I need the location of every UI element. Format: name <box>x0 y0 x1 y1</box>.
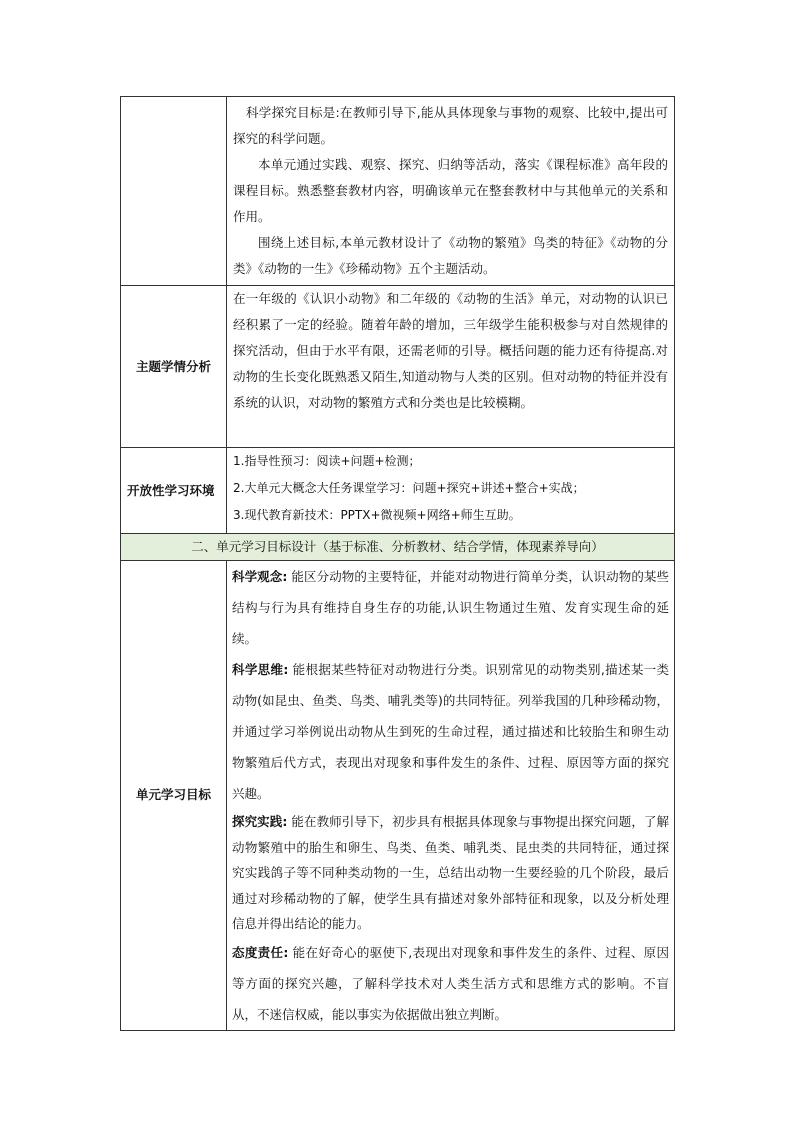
environment-row <box>121 448 675 534</box>
goal-inquiry-practice <box>232 809 669 937</box>
goal-text: 能在好奇心的驱使下,表现出对现象和事件发生的条件、过程、原因等方面的探究兴趣，了解科学技术对人类生活方式和思维方式的影响。不盲从，不迷信权威，能以事实为依据做出独立判断。 <box>232 944 669 1022</box>
inquiry-goal-paragraph: 科学探究目标是:在教师引导下,能从具体现象与事物的观察、比较中,提出可探究的科学问题。 <box>233 105 668 146</box>
theme-activities-paragraph: 围绕上述目标,本单元教材设计了《动物的繁殖》鸟类的特征》《动物的分类》《动物的一生》《珍稀动物》五个主题活动。 <box>233 235 668 276</box>
goals-content-cell <box>227 561 675 1031</box>
situation-content-cell <box>227 286 675 448</box>
environment-content-cell <box>227 448 675 534</box>
environment-item: 3.现代教育新技术：PPTX+微视频+网络+师生互助。 <box>233 508 521 522</box>
goals-row <box>121 561 675 1031</box>
intro-label-cell <box>121 97 227 286</box>
unit-practice-paragraph: 本单元通过实践、观察、探究、归纳等活动，落实《课程标准》高年段的课程目标。熟悉整套教材内容，明确该单元在整套教材中与其他单元的关系和作用。 <box>233 157 668 224</box>
situation-label: 主题学情分析 <box>121 286 227 448</box>
goal-term: 科学思维: <box>232 662 289 677</box>
situation-text: 在一年级的《认识小动物》和二年级的《动物的生活》单元，对动物的认识已经积累了一定的经验。随着年龄的增加，三年级学生能积极参与对自然规律的探究活动，但由于水平有限，还需老师的引导。概括问题的能力还有待提高.对动物的生长变化既熟悉又陌生,知道动物与人类的区别。但对动物的特征并没有系统的认识，对动物的繁殖方式和分类也是比较模糊。 <box>233 291 668 410</box>
goal-text: 能区分动物的主要特征，并能对动物进行简单分类，认识动物的某些结构与行为具有维持自身生存的功能,认识生物通过生殖、发育实现生命的延续。 <box>232 569 669 646</box>
goal-text: 能在教师引导下，初步具有根据具体现象与事物提出探究问题，了解动物繁殖中的胎生和卵生、鸟类、鱼类、哺乳类、昆虫类的共同特征，通过探究实践鸽子等不同种类动物的一生，总结出动物一生要经验的几个阶段，最后通过对珍稀动物的了解，使学生具有描述对象外部特征和现象，以及分析处理信息并得出结论的能力。 <box>232 814 669 931</box>
goal-term: 科学观念: <box>232 569 288 584</box>
environment-item: 2.大单元大概念大任务课堂学习：问题+探究+讲述+整合+实战； <box>233 481 585 495</box>
goal-text: 能根据某些特征对动物进行分类。识别常见的动物类别,描述某一类动物(如昆虫、鱼类、鸟类、哺乳类等)的共同特征。列举我国的几种珍稀动物，并通过学习举例说出动物从生到死的生命过程，通过描述和比较胎生和卵生动物繁殖后代方式，表现出对现象和事件发生的条件、过程、原因等方面的探究兴趣。 <box>232 662 669 801</box>
intro-content-cell <box>227 97 675 286</box>
section-header-row <box>121 534 675 561</box>
environment-label: 开放性学习环境 <box>121 448 227 534</box>
goal-term: 态度责任: <box>232 944 289 960</box>
environment-item: 1.指导性预习：阅读+问题+检测； <box>233 454 421 468</box>
intro-row <box>121 97 675 286</box>
unit-plan-table <box>120 96 675 1031</box>
section-header: 二、单元学习目标设计（基于标准、分析教材、结合学情，体现素养导向） <box>121 534 675 561</box>
goal-attitude-responsibility <box>232 937 669 1030</box>
goal-scientific-concept <box>232 561 669 654</box>
goal-term: 探究实践: <box>232 814 288 829</box>
goal-scientific-thinking <box>232 654 669 809</box>
situation-row <box>121 286 675 448</box>
goals-label: 单元学习目标 <box>121 561 227 1031</box>
